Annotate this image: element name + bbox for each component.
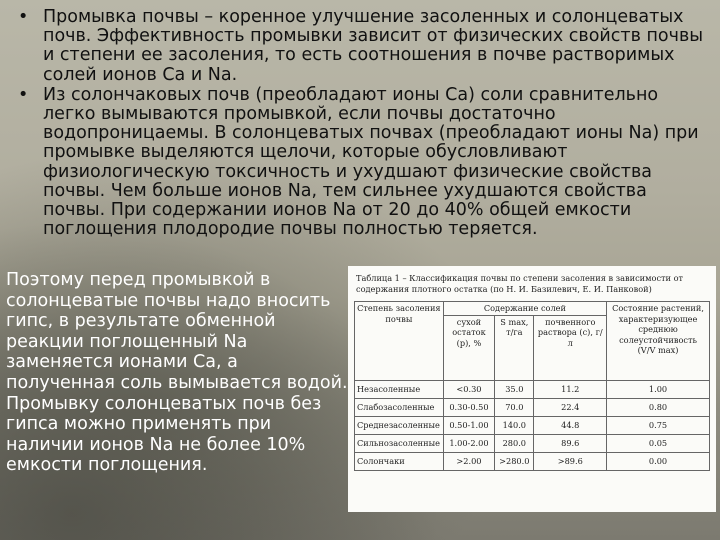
bullet-text: Из солончаковых почв (преобладают ионы Ca) соли сравнительно легко вымываются промывкой, если почвы достаточно водопроницаемы. В солонцеватых почвах (преобладают ионы Na) при промывке выделяются щелочи, которые обусловливают физиологическую токсичность и ухудшают физические свойства почвы. Чем больше ионов Na, тем сильнее ухудшаются свойства почвы. При содержании ионов Na от 20 до 40% общей емкости поглощения плодородие почвы полностью теряется. <box>43 84 699 240</box>
salinity-table-figure <box>348 266 716 512</box>
cell-dry: <0.30 <box>443 380 494 398</box>
table-row <box>355 398 710 416</box>
cell-dry: 0.30-0.50 <box>443 398 494 416</box>
header-salt-content: Содержание солей <box>443 302 606 316</box>
cell-degree: Солончаки <box>355 452 444 470</box>
cell-degree: Слабозасоленные <box>355 398 444 416</box>
header-s-max: S max, т/га <box>495 315 534 380</box>
cell-solution: 44.8 <box>534 416 607 434</box>
cell-state: 1.00 <box>607 380 710 398</box>
cell-degree: Незасоленные <box>355 380 444 398</box>
header-plant-state: Состояние растений, характеризующее среднюю солеустойчивость (V/V max) <box>607 302 710 381</box>
cell-s: >280.0 <box>495 452 534 470</box>
cell-s: 70.0 <box>495 398 534 416</box>
bullet-item-saline-soils <box>10 86 710 240</box>
table-row <box>355 380 710 398</box>
header-salinity-degree: Степень засоления почвы <box>355 302 444 381</box>
gypsum-paragraph: Поэтому перед промывкой в солонцеватые почвы надо вносить гипс, в результате обменной реакции поглощенный Na заменяется ионами Ca, а полученная соль вымывается водой. Промывку солонцеватых почв без гипса можно применять при наличии ионов Na не более 10% емкости поглощения. <box>6 270 348 476</box>
header-soil-solution: почвенного раствора (c), г/л <box>534 315 607 380</box>
table-row <box>355 452 710 470</box>
cell-dry: >2.00 <box>443 452 494 470</box>
salinity-table <box>354 301 710 471</box>
cell-state: 0.75 <box>607 416 710 434</box>
bullet-list <box>10 8 710 239</box>
cell-solution: 89.6 <box>534 434 607 452</box>
cell-dry: 0.50-1.00 <box>443 416 494 434</box>
cell-solution: 11.2 <box>534 380 607 398</box>
cell-state: 0.05 <box>607 434 710 452</box>
bullet-marker: • <box>18 84 29 105</box>
cell-s: 140.0 <box>495 416 534 434</box>
cell-s: 280.0 <box>495 434 534 452</box>
cell-state: 0.80 <box>607 398 710 416</box>
cell-s: 35.0 <box>495 380 534 398</box>
cell-solution: 22.4 <box>534 398 607 416</box>
cell-state: 0.00 <box>607 452 710 470</box>
cell-solution: >89.6 <box>534 452 607 470</box>
table-caption: Таблица 1 – Классификация почвы по степени засоления в зависимости от содержания плотного остатка (по Н. И. Базилевич, Е. И. Панковой) <box>356 273 684 294</box>
table-row <box>355 434 710 452</box>
bullet-marker: • <box>18 7 29 27</box>
bullet-item-flushing <box>10 8 710 85</box>
header-dry-residue: сухой остаток (p), % <box>443 315 494 380</box>
table-row <box>355 416 710 434</box>
cell-degree: Среднезасоленные <box>355 416 444 434</box>
cell-degree: Сильнозасоленные <box>355 434 444 452</box>
bullet-text: Промывка почвы – коренное улучшение засоленных и солонцеватых почв. Эффективность промывки зависит от физических свойств почвы и степени ее засоления, то есть соотношения в почве растворимых солей ионов Ca и Na. <box>43 7 704 85</box>
cell-dry: 1.00-2.00 <box>443 434 494 452</box>
